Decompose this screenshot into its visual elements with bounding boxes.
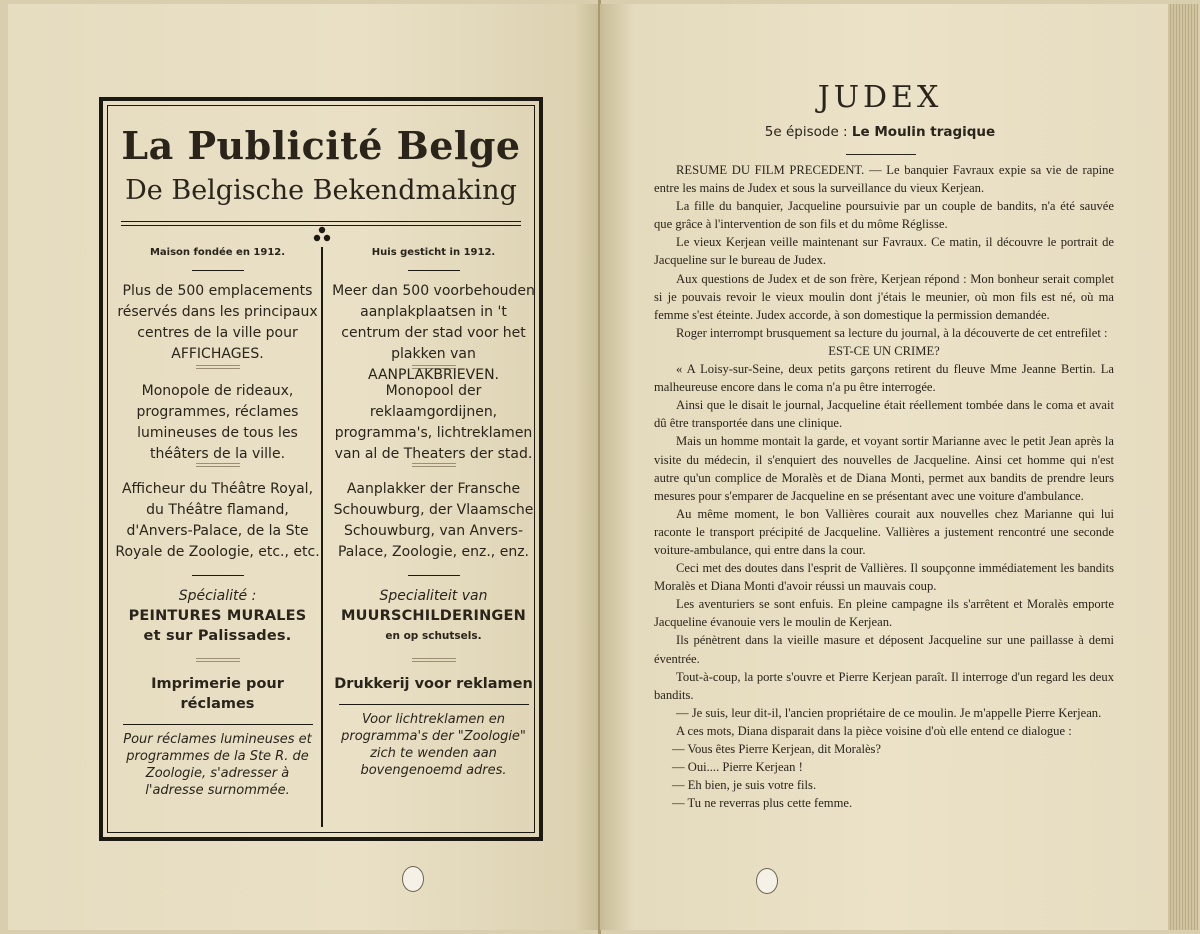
specialty-block — [115, 586, 320, 648]
punch-hole — [756, 868, 778, 894]
separator — [196, 658, 240, 662]
ad-paragraph: Afficheur du Théâtre Royal, du Théâtre flamand, d'Anvers-Palace, de la Ste Royale de Zoologie, etc., etc. — [115, 481, 320, 560]
paragraph: Le vieux Kerjean veille maintenant sur Favraux. Ce matin, il découvre le portrait de Jacqueline sur le bureau de Judex. — [654, 235, 1114, 268]
ad-paragraph: Aanplakker der Fransche Schouwburg, der Vlaamsche Schouwburg, van Anvers-Palace, Zoologie, enz., enz. — [333, 481, 534, 560]
paragraph: A ces mots, Diana disparait dans la pièce voisine d'où elle entend ce dialogue : — [676, 723, 1072, 738]
ornament-icon — [311, 225, 333, 247]
specialty-sub: et sur Palissades. — [143, 628, 292, 644]
paragraph: Mais un homme montait la garde, et voyant sortir Marianne avec le petit Jean après la visite du médecin, il s'enquiert des nouvelles de Jacqueline. Ainsi cet homme qui n'est autre qu'un complice de Moralès et de Diana Monti, permet aux bandits de prendre leurs mesures pour s'emparer de Jacqueline en se présentant avec une voiture d'ambulance. — [654, 434, 1114, 503]
specialty-main: PEINTURES MURALES — [128, 608, 307, 624]
paragraph: Roger interrompt brusquement sa lecture du journal, à la découverte de cet entrefilet : — [676, 325, 1108, 340]
paragraph: Ils pénètrent dans la vieille masure et déposent Jacqueline sur une paillasse à demi éventrée. — [654, 633, 1114, 666]
separator — [412, 365, 456, 369]
ad-title: La Publicité Belge — [121, 123, 521, 168]
founded-note: Maison fondée en 1912. — [149, 247, 286, 258]
specialty-sub: en op schutsels. — [385, 630, 482, 642]
separator — [123, 724, 313, 725]
paragraph: — Je suis, leur dit-il, l'ancien propriétaire de ce moulin. Je m'appelle Pierre Kerjean. — [676, 705, 1102, 720]
page-edges — [1168, 4, 1198, 930]
printing-line: Imprimerie pour réclames — [151, 676, 284, 712]
ad-subtitle: De Belgische Bekendmaking — [125, 175, 517, 206]
paragraph: La fille du banquier, Jacqueline poursuivie par un couple de bandits, n'a été sauvée que grâce à l'intervention de son fils et du môme Réglisse. — [654, 199, 1114, 232]
specialty-main: MUURSCHILDERINGEN — [341, 608, 526, 624]
ad-note: Voor lichtreklamen en programma's der "Zoologie" zich te wenden aan bovengenoemd adres. — [341, 712, 526, 778]
separator — [408, 270, 460, 271]
dialogue-line: — Vous êtes Pierre Kerjean, dit Moralès? — [672, 742, 882, 756]
paragraph: Ceci met des doutes dans l'esprit de Vallières. Il soupçonne immédiatement les bandits Moralès et Diana Monti d'avoir réussi un mauvais coup. — [654, 561, 1114, 594]
dialogue-line: — Oui.... Pierre Kerjean ! — [672, 760, 803, 775]
paragraph: Les aventuriers se sont enfuis. En pleine campagne ils s'arrêtent et Moralès emporte Jacqueline évanouie vers le moulin de Kerjean. — [654, 597, 1114, 630]
paragraph: Tout-à-coup, la porte s'ouvre et Pierre Kerjean paraît. Il interroge d'un regard les deux bandits. — [654, 669, 1114, 702]
founded-note: Huis gesticht in 1912. — [371, 247, 496, 258]
news-headline: EST-CE UN CRIME? — [828, 343, 940, 358]
heading-rule — [846, 154, 916, 155]
separator — [408, 575, 460, 576]
column-divider — [321, 247, 323, 827]
separator — [192, 575, 244, 576]
dialogue-line: — Eh bien, je suis votre fils. — [672, 778, 817, 793]
paragraph: « A Loisy-sur-Seine, deux petits garçons retirent du fleuve Mme Jeanne Bertin. La malheureuse encore dans le coma n'a pu être interrogée. — [654, 362, 1114, 395]
separator — [339, 704, 529, 705]
paragraph: Aux questions de Judex et de son frère, Kerjean répond : Mon bonheur serait complet si je pouvais revoir le vieux moulin dont j'étais le meunier, où mon fils est né, où ma femme s'est éteinte. Judex accorde, à son domestique la permission demandée. — [654, 271, 1114, 322]
specialty-label: Specialiteit van — [379, 588, 488, 604]
ad-column-french — [115, 245, 320, 799]
article-body — [654, 161, 1114, 812]
ad-paragraph: Meer dan 500 voorbehouden aanplakplaatsen in 't centrum der stad voor het plakken van AANPLAKBRIEVEN. — [332, 283, 535, 383]
ad-paragraph: Plus de 500 emplacements réservés dans les principaux centres de la ville pour AFFICHAGES. — [117, 283, 318, 362]
separator — [196, 365, 240, 369]
printing-line: Drukkerij voor reklamen — [334, 676, 533, 692]
ad-divider-rule — [121, 221, 521, 222]
ad-column-dutch — [331, 245, 536, 779]
specialty-block — [331, 586, 536, 648]
separator — [412, 463, 456, 467]
ad-paragraph: Monopool der reklaamgordijnen, programma's, lichtreklamen van al de Theaters der stad. — [334, 383, 533, 462]
episode-heading — [720, 124, 1040, 140]
separator — [412, 658, 456, 662]
advertisement-box — [99, 97, 543, 841]
separator — [192, 270, 244, 271]
paragraph: RESUME DU FILM PRECEDENT. — Le banquier Favraux expie sa vie de rapine entre les mains de Judex et sous la surveillance du vieux Kerjean. — [654, 163, 1114, 196]
article-title: JUDEX — [817, 80, 943, 115]
ad-note: Pour réclames lumineuses et programmes de la Ste R. de Zoologie, s'adresser à l'adresse surnommée. — [123, 732, 312, 798]
paragraph: Au même moment, le bon Vallières courait aux nouvelles chez Marianne qui lui raconte le transport précipité de Jacqueline. Vallières a justement rencontré une seconde voiture-ambulance, qui entre dans la cour. — [654, 506, 1114, 557]
paragraph: Ainsi que le disait le journal, Jacqueline était réellement tombée dans le coma et avait dû être transportée dans une clinique. — [654, 398, 1114, 431]
specialty-label: Spécialité : — [178, 588, 257, 604]
separator — [196, 463, 240, 467]
ad-divider-rule — [121, 225, 521, 226]
episode-number: 5e épisode : — [764, 124, 848, 140]
episode-title: Le Moulin tragique — [851, 124, 996, 140]
punch-hole — [402, 866, 424, 892]
dialogue-line: — Tu ne reverras plus cette femme. — [672, 796, 853, 811]
ad-paragraph: Monopole de rideaux, programmes, réclames lumineuses de tous les théâters de la ville. — [136, 383, 299, 462]
